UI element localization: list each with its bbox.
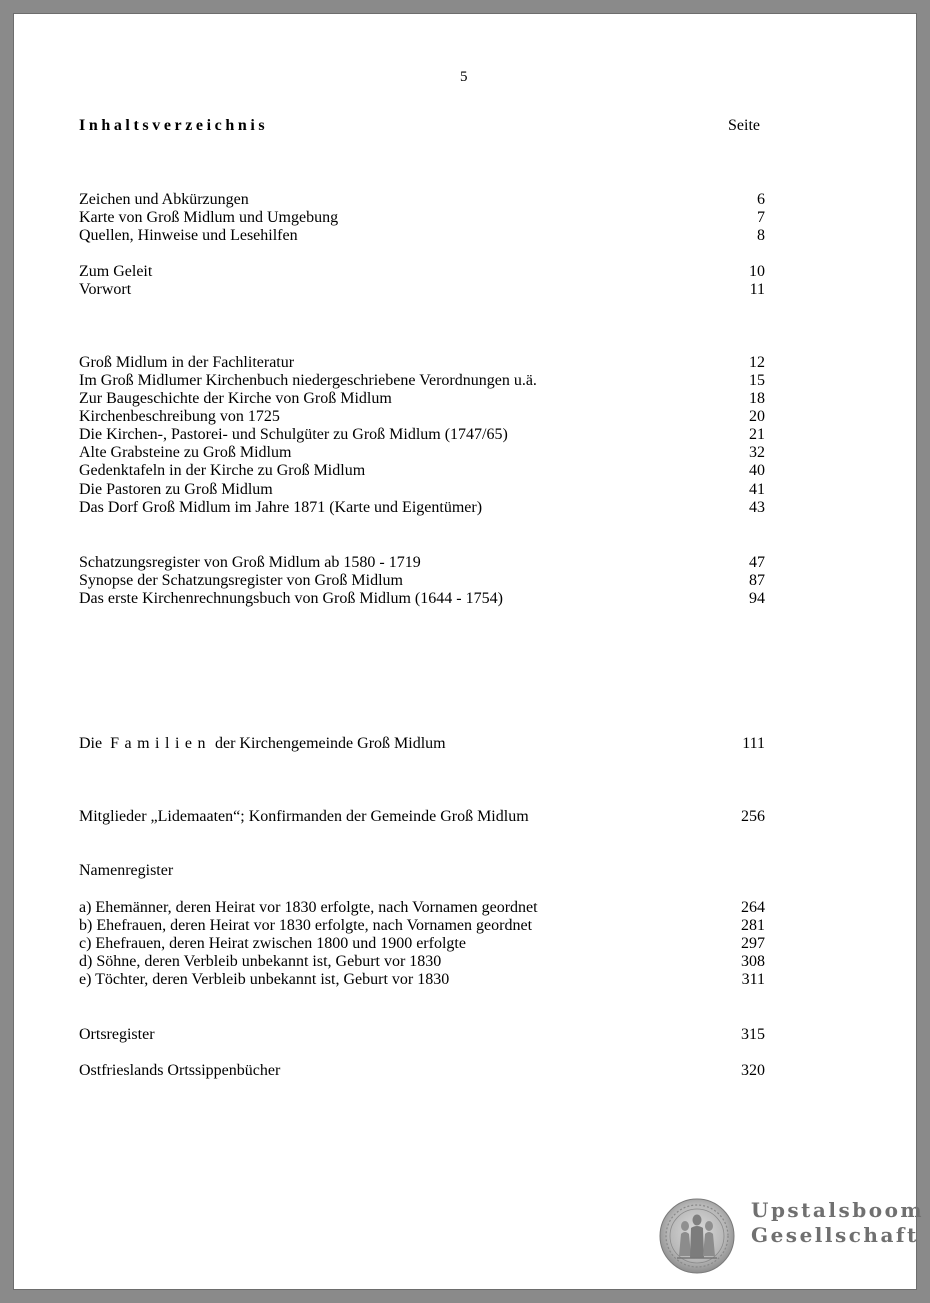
namenregister-entry (79, 953, 765, 971)
toc-entry-page: 94 (749, 590, 765, 607)
toc-entry-page: 18 (749, 390, 765, 407)
toc-entry-page: 32 (749, 444, 765, 461)
toc-entry-title: Schatzungsregister von Groß Midlum ab 1580 - 1719 (79, 554, 421, 571)
namenregister-heading: Namenregister (79, 862, 174, 879)
toc-entry-page: 43 (749, 499, 765, 516)
toc-entry (79, 444, 765, 462)
toc-entry-page: 41 (749, 481, 765, 498)
toc-entry-page: 6 (757, 191, 765, 208)
toc-entry-page: 281 (741, 917, 765, 934)
toc-entry-page: 7 (757, 209, 765, 226)
toc-entry-title: Die Kirchen-, Pastorei- und Schulgüter zu Groß Midlum (1747/65) (79, 426, 508, 443)
toc-entry (79, 554, 765, 572)
toc-entry-page: 264 (741, 899, 765, 916)
toc-entry-title: Synopse der Schatzungsregister von Groß Midlum (79, 572, 403, 589)
toc-entry-page: 320 (741, 1062, 765, 1079)
namenregister-entry (79, 917, 765, 935)
namenregister-entry (79, 899, 765, 917)
toc-entry-title: Quellen, Hinweise und Lesehilfen (79, 227, 298, 244)
toc-entry-title: b) Ehefrauen, deren Heirat vor 1830 erfolgte, nach Vornamen geordnet (79, 917, 533, 934)
logo-line-1: Upstalsboom (751, 1198, 925, 1222)
toc-entry-title: Zeichen und Abkürzungen (79, 191, 249, 208)
toc-entry-page: 8 (757, 227, 765, 244)
toc-entry-mitglieder (79, 808, 765, 826)
page-number: 5 (460, 69, 468, 85)
toc-heading: Inhaltsverzeichnis (79, 117, 269, 134)
toc-entry-title: Vorwort (79, 281, 132, 298)
toc-entry-page: 297 (741, 935, 765, 952)
toc-entry-title: Kirchenbeschreibung von 1725 (79, 408, 280, 425)
toc-entry-title: Groß Midlum in der Fachliteratur (79, 354, 295, 371)
toc-entry-title: Die Pastoren zu Groß Midlum (79, 481, 273, 498)
toc-entry-title (79, 735, 446, 753)
toc-entry-title: Das erste Kirchenrechnungsbuch von Groß Midlum (1644 - 1754) (79, 590, 503, 607)
toc-entry-title: Ostfrieslands Ortssippenbücher (79, 1062, 281, 1079)
toc-entry-title: c) Ehefrauen, deren Heirat zwischen 1800 und 1900 erfolgte (79, 935, 466, 952)
toc-entry (79, 281, 765, 299)
document-page (14, 14, 925, 1289)
page-column-label: Seite (728, 117, 760, 134)
toc-entry-page: 315 (741, 1026, 765, 1043)
toc-entry-title: Gedenktafeln in der Kirche zu Groß Midlum (79, 462, 366, 479)
seal-icon (659, 1198, 735, 1274)
toc-entry-title: Im Groß Midlumer Kirchenbuch niedergeschriebene Verordnungen u.ä. (79, 372, 537, 389)
toc-entry (79, 462, 765, 480)
toc-entry (79, 390, 765, 408)
toc-entry-page: 12 (749, 354, 765, 371)
toc-entry-page: 47 (749, 554, 765, 571)
toc-entry-title: Alte Grabsteine zu Groß Midlum (79, 444, 292, 461)
familien-suffix: der Kirchengemeinde Groß Midlum (215, 735, 446, 752)
logo-line-2: Gesellschaft (751, 1223, 919, 1247)
toc-entry-title: Das Dorf Groß Midlum im Jahre 1871 (Karte und Eigentümer) (79, 499, 483, 516)
toc-entry-page: 308 (741, 953, 765, 970)
toc-entry-page: 256 (741, 808, 765, 825)
toc-entry-page: 15 (749, 372, 765, 389)
toc-entry-ortsregister (79, 1026, 765, 1044)
toc-entry-title: Zum Geleit (79, 263, 153, 280)
toc-entry-page: 20 (749, 408, 765, 425)
toc-entry-page: 40 (749, 462, 765, 479)
toc-entry-page: 87 (749, 572, 765, 589)
toc-entry-title: e) Töchter, deren Verbleib unbekannt ist, Geburt vor 1830 (79, 971, 450, 988)
toc-entry-title: Zur Baugeschichte der Kirche von Groß Midlum (79, 390, 392, 407)
publisher-logo (659, 1198, 925, 1276)
toc-entry (79, 209, 765, 227)
toc-entry-title: Mitglieder „Lidemaaten“; Konfirmanden der Gemeinde Groß Midlum (79, 808, 529, 825)
toc-entry (79, 499, 765, 517)
toc-entry-title: d) Söhne, deren Verbleib unbekannt ist, Geburt vor 1830 (79, 953, 442, 970)
toc-entry (79, 572, 765, 590)
namenregister-entry (79, 971, 765, 989)
familien-spaced-word: Familien (110, 735, 211, 752)
namenregister-entry (79, 935, 765, 953)
familien-prefix: Die (79, 735, 103, 752)
toc-entry (79, 590, 765, 608)
logo-wordmark (751, 1198, 924, 1248)
toc-entry (79, 426, 765, 444)
toc-entry-ortssippenbuecher (79, 1062, 765, 1080)
toc-entry (79, 263, 765, 281)
toc-entry-page: 311 (741, 971, 765, 988)
toc-entry (79, 372, 765, 390)
toc-entry (79, 408, 765, 426)
toc-entry (79, 227, 765, 245)
toc-entry-page: 111 (742, 735, 765, 752)
toc-entry-familien (79, 735, 765, 753)
toc-entry (79, 354, 765, 372)
toc-entry-title: Ortsregister (79, 1026, 155, 1043)
toc-entry-title: a) Ehemänner, deren Heirat vor 1830 erfolgte, nach Vornamen geordnet (79, 899, 538, 916)
toc-entry-page: 10 (749, 263, 765, 280)
toc-entry-page: 21 (749, 426, 765, 443)
toc-entry (79, 481, 765, 499)
toc-entry-title: Karte von Groß Midlum und Umgebung (79, 209, 339, 226)
toc-entry-page: 11 (749, 281, 765, 298)
toc-entry (79, 191, 765, 209)
